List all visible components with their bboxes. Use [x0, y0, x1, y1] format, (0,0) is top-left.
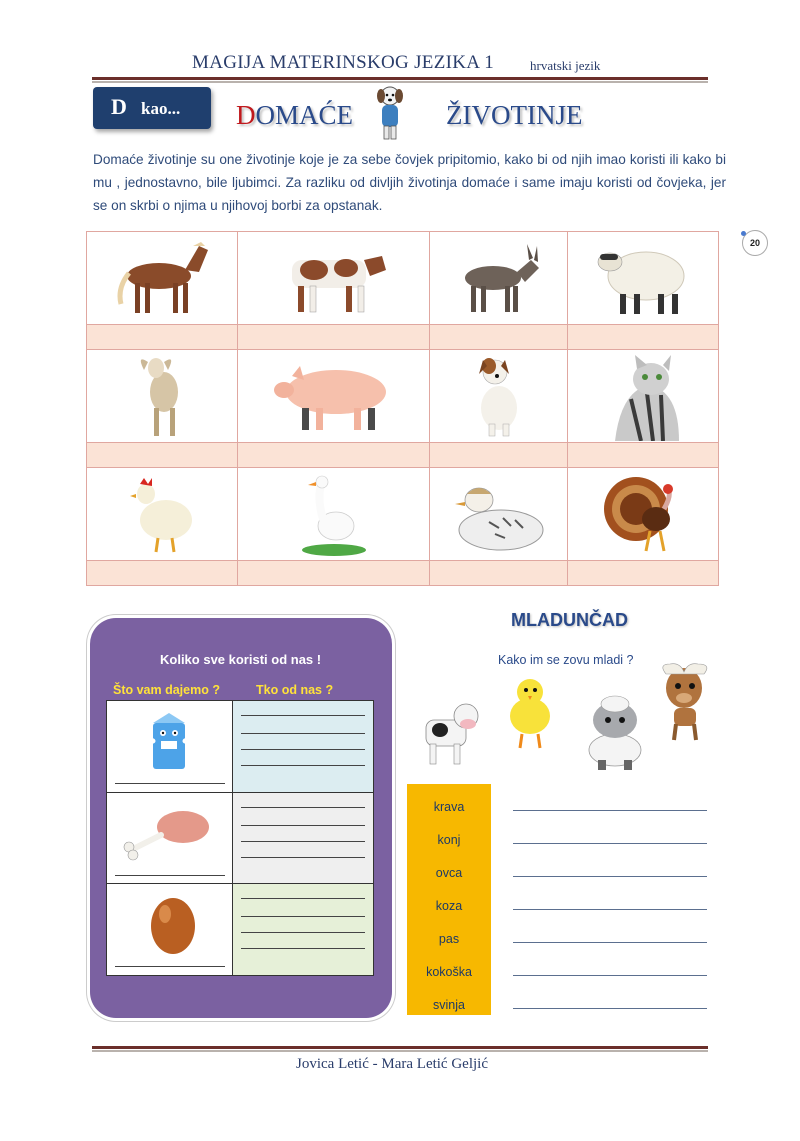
grid-cell	[87, 232, 238, 325]
kid-goat-icon	[654, 660, 716, 744]
grid-cell	[238, 232, 430, 325]
chick-icon	[500, 672, 560, 752]
header-rule-thin	[92, 81, 708, 83]
answer-line[interactable]	[241, 749, 365, 750]
grid-cell	[87, 350, 238, 443]
label-cell[interactable]	[567, 443, 718, 468]
pig-icon	[264, 354, 404, 438]
animal-name: koza	[435, 899, 463, 913]
sheep-icon	[588, 238, 698, 318]
label-cell[interactable]	[87, 443, 238, 468]
footer-rule	[92, 1046, 708, 1049]
calf-icon	[414, 698, 484, 770]
badge-text: kao...	[141, 99, 181, 118]
goat-icon	[122, 352, 202, 440]
grid-cell	[567, 468, 718, 561]
animal-name: ovca	[435, 866, 463, 880]
answer-line[interactable]	[241, 857, 365, 858]
label-cell[interactable]	[430, 443, 568, 468]
goose-icon	[294, 472, 374, 556]
young-answer-line[interactable]	[513, 942, 707, 943]
young-answer-line[interactable]	[513, 810, 707, 811]
benefit-lines-cell	[233, 884, 374, 976]
title-first-letter: D	[236, 100, 256, 130]
footer-rule-thin	[92, 1050, 708, 1052]
label-cell[interactable]	[567, 325, 718, 350]
answer-line[interactable]	[241, 715, 365, 716]
young-answer-line[interactable]	[513, 909, 707, 910]
benefits-col1-header: Što vam dajemo ?	[113, 683, 220, 697]
page-title-left	[236, 100, 353, 131]
label-cell[interactable]	[567, 561, 718, 586]
answer-line[interactable]	[241, 733, 365, 734]
lamb-icon	[580, 692, 650, 774]
young-answer-line[interactable]	[513, 1008, 707, 1009]
young-subtitle: Kako im se zovu mladi ?	[498, 653, 634, 667]
duck-icon	[449, 472, 549, 556]
benefit-image-cell	[107, 792, 233, 884]
hen-icon	[122, 472, 202, 556]
young-answer-line[interactable]	[513, 843, 707, 844]
chicken-leg-icon	[119, 805, 219, 865]
cat-icon	[601, 351, 685, 441]
egg-icon	[143, 892, 203, 958]
benefits-title: Koliko sve koristi od nas !	[160, 652, 322, 667]
animal-name: konj	[437, 833, 461, 847]
label-cell[interactable]	[430, 325, 568, 350]
young-answer-line[interactable]	[513, 876, 707, 877]
donkey-icon	[449, 238, 549, 318]
benefits-col2-header: Tko od nas ?	[256, 683, 334, 697]
label-cell[interactable]	[238, 325, 430, 350]
benefit-image-cell	[107, 884, 233, 976]
grid-cell	[567, 350, 718, 443]
animal-name: pas	[438, 932, 460, 946]
grid-cell	[430, 350, 568, 443]
benefit-lines-cell	[233, 792, 374, 884]
title-rest: OMAĆE	[255, 100, 354, 130]
header-rule	[92, 77, 708, 80]
answer-line[interactable]	[241, 932, 365, 933]
answer-line[interactable]	[115, 875, 225, 876]
animal-grid	[86, 231, 719, 584]
answer-line[interactable]	[241, 807, 365, 808]
dog-mascot-icon	[370, 84, 410, 142]
grid-cell	[430, 468, 568, 561]
answer-line[interactable]	[241, 841, 365, 842]
grid-cell	[87, 468, 238, 561]
animal-name: svinja	[433, 998, 465, 1012]
letter-badge	[93, 87, 211, 129]
page-number: 20	[742, 230, 768, 256]
label-cell[interactable]	[238, 561, 430, 586]
answer-line[interactable]	[241, 948, 365, 949]
benefits-table	[106, 700, 374, 976]
footer-authors: Jovica Letić - Mara Letić Geljić	[296, 1056, 488, 1072]
young-answer-line[interactable]	[513, 975, 707, 976]
answer-line[interactable]	[241, 825, 365, 826]
header-title: MAGIJA MATERINSKOG JEZIKA 1	[192, 52, 495, 73]
page-number-dot	[741, 231, 746, 236]
answer-line[interactable]	[241, 916, 365, 917]
grid-cell	[430, 232, 568, 325]
header-subtitle: hrvatski jezik	[530, 58, 601, 73]
label-cell[interactable]	[87, 325, 238, 350]
grid-cell	[238, 350, 430, 443]
animal-name: kokoška	[426, 965, 472, 979]
label-cell[interactable]	[238, 443, 430, 468]
benefit-image-cell	[107, 701, 233, 793]
page-title-right: ŽIVOTINJE	[446, 100, 583, 130]
intro-paragraph: Domaće životinje su one životinje koje je za sebe čovjek pripitomio, kako bi od njih imao koristi ili kako bi mu , jednostavno, bile ljubimci. Za razliku od divljih životinja domaće i same imaju koristi od čovjeka, jer se on skrbi o njima u njihovoj borbi za opstanak.	[93, 152, 726, 213]
grid-cell	[238, 468, 430, 561]
benefit-lines-cell	[233, 701, 374, 793]
badge-letter: D	[111, 94, 127, 119]
answer-line[interactable]	[115, 783, 225, 784]
label-cell[interactable]	[430, 561, 568, 586]
answer-line[interactable]	[241, 765, 365, 766]
dog-icon	[459, 352, 539, 440]
animal-name: krava	[433, 800, 465, 814]
milk-carton-icon	[135, 711, 205, 775]
horse-icon	[107, 238, 217, 318]
cow-icon	[274, 238, 394, 318]
label-cell[interactable]	[87, 561, 238, 586]
grid-cell	[567, 232, 718, 325]
answer-line[interactable]	[241, 898, 365, 899]
young-title: MLADUNČAD	[511, 610, 628, 630]
answer-line[interactable]	[115, 966, 225, 967]
animal-names-box	[407, 784, 491, 1015]
turkey-icon	[598, 471, 688, 557]
